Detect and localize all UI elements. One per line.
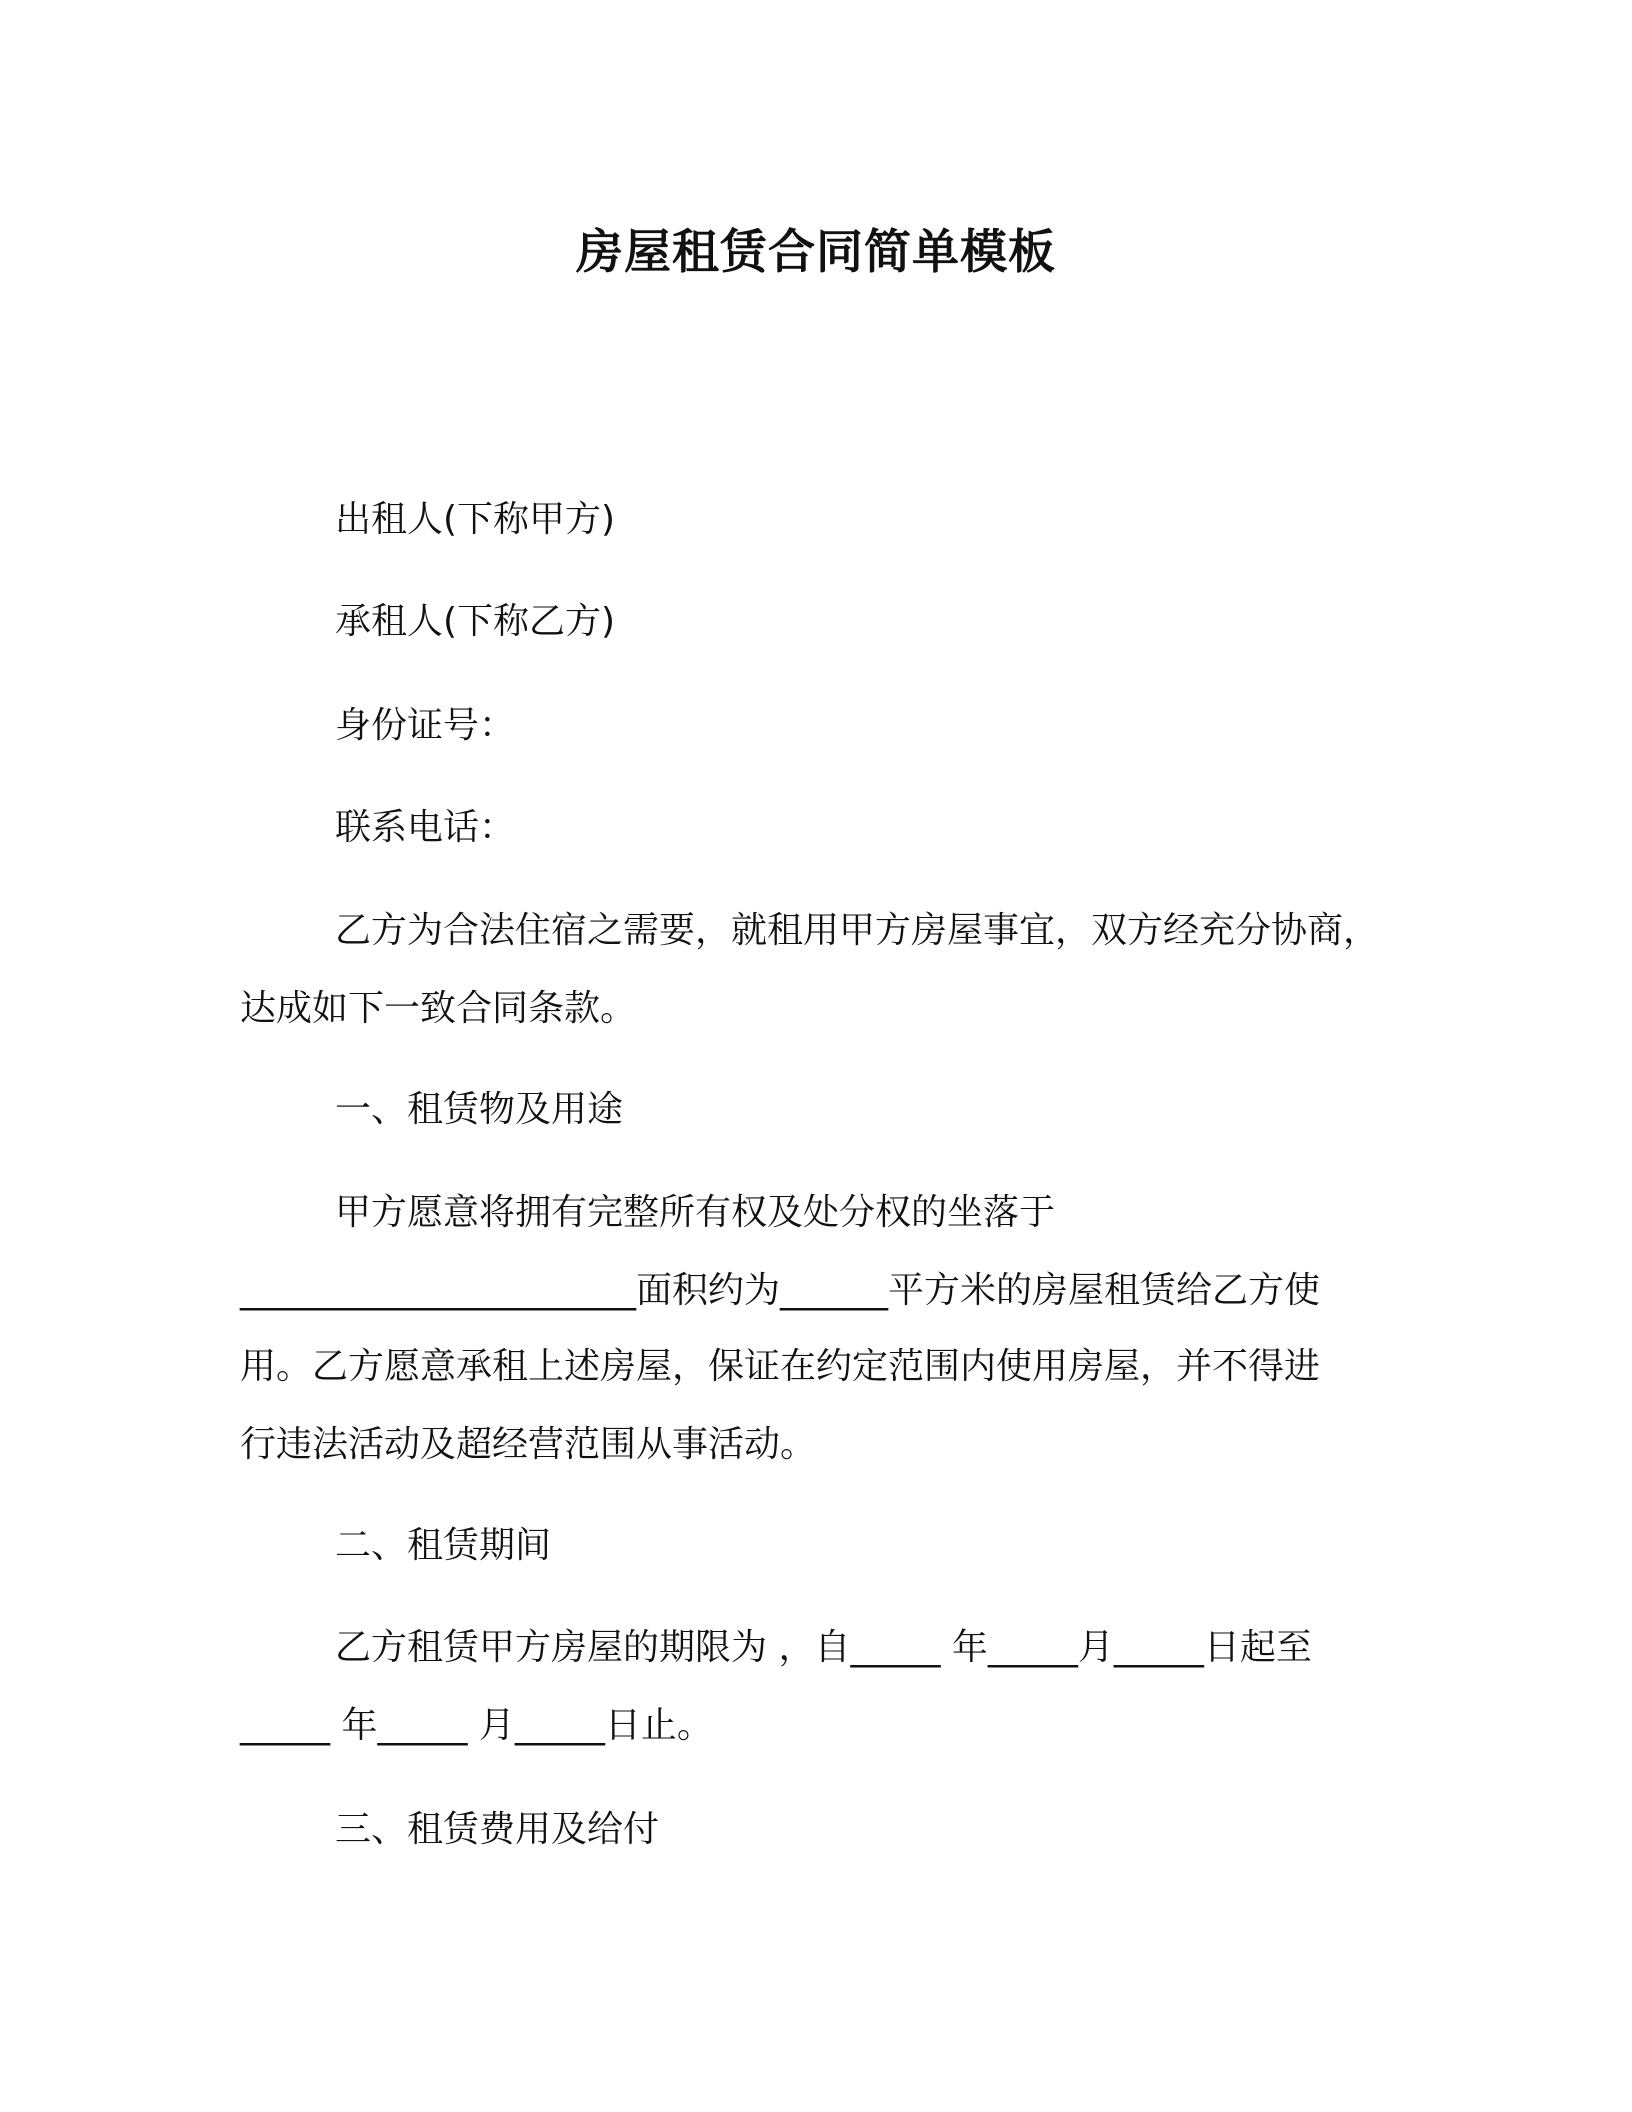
intro-paragraph-line-2: 达成如下一致合同条款。 [240,988,637,1029]
section-1-paragraph-line-1: 甲方愿意将拥有完整所有权及处分权的坐落于 [335,1192,1056,1233]
section-1-paragraph-line-3: 用。乙方愿意承租上述房屋，保证在约定范围内使用房屋，并不得进 [240,1346,1321,1387]
section-1-paragraph-line-4: 行违法活动及超经营范围从事活动。 [240,1424,817,1465]
section-2-heading: 二、租赁期间 [335,1525,552,1566]
id-number-line: 身份证号： [335,705,516,746]
intro-paragraph-line-1: 乙方为合法住宿之需要，就租用甲方房屋事宜，双方经充分协商， [335,910,1380,951]
section-1-heading: 一、租赁物及用途 [335,1089,624,1130]
section-2-paragraph-line-1: 乙方租赁甲方房屋的期限为 ，自_____ 年_____月_____日起至 [335,1627,1312,1668]
section-1-paragraph-line-2: ______________________面积约为______平方米的房屋租赁给乙方使 [240,1270,1321,1311]
phone-line: 联系电话： [335,807,516,848]
lessee-line: 承租人(下称乙方) [335,601,616,642]
section-2-paragraph-line-2: _____ 年_____ 月_____日止。 [240,1705,713,1746]
document-title: 房屋租赁合同简单模板 [576,225,1056,280]
lessor-line: 出租人(下称甲方) [335,499,616,540]
section-3-heading: 三、租赁费用及给付 [335,1809,660,1850]
